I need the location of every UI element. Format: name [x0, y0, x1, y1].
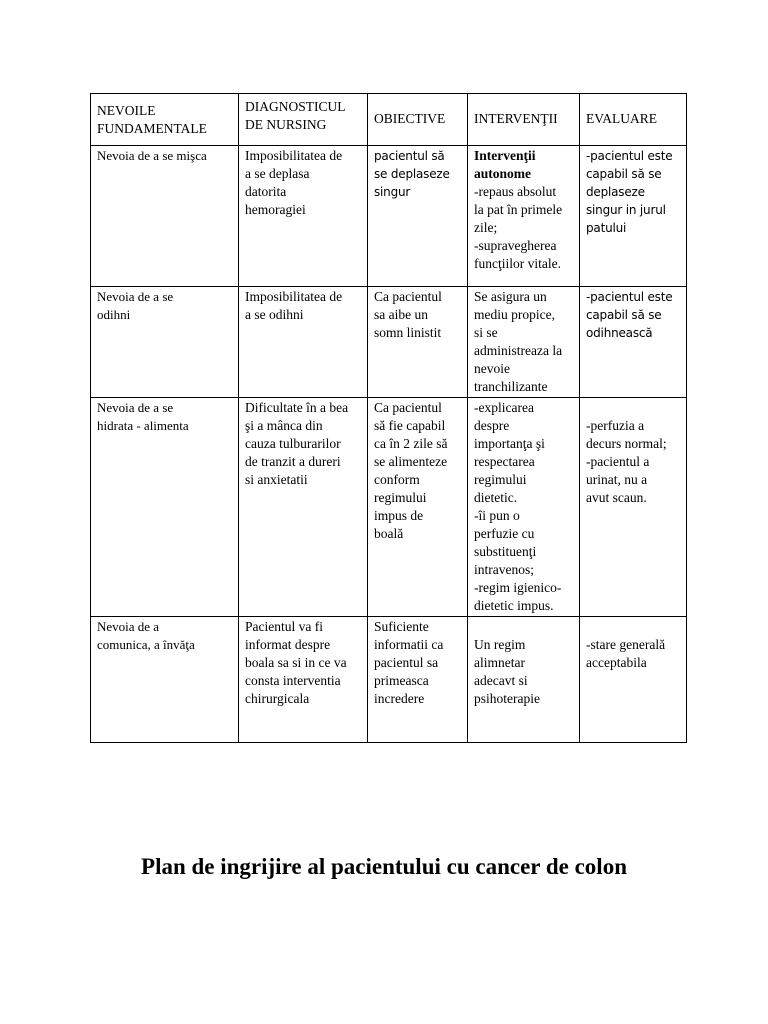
evaluation-text: -perfuzia a decurs normal; -pacientul a urinat, nu a avut scaun. [586, 418, 667, 505]
intervention-cell [468, 146, 580, 287]
evaluation-cell [580, 398, 687, 617]
header-objectives: OBIECTIVE [368, 94, 468, 146]
need-cell: Nevoia de a comunica, a învăţa [91, 617, 239, 743]
evaluation-cell [580, 617, 687, 743]
header-evaluation: EVALUARE [580, 94, 687, 146]
diagnosis-cell: Dificultate în a bea şi a mânca din cauza tulburarilor de tranzit a dureri si anxietatii [239, 398, 368, 617]
evaluation-cell: -pacientul este capabil să se deplaseze singur in jurul patului [580, 146, 687, 287]
intervention-text: -repaus absolut la pat în primele zile; -supravegherea funcţiilor vitale. [474, 184, 563, 271]
intervention-cell [468, 617, 580, 743]
table-header-row [91, 94, 687, 146]
document-title: Plan de ingrijire al pacientului cu cancer de colon [141, 854, 627, 879]
objective-cell: pacientul să se deplaseze singur [368, 146, 468, 287]
table-row [91, 398, 687, 617]
intervention-cell: -explicarea despre importanţa şi respectarea regimului dietetic. -îi pun o perfuzie cu substituenţi intravenos; -regim igienico- dietetic impus. [468, 398, 580, 617]
evaluation-cell: -pacientul este capabil să se odihnească [580, 287, 687, 398]
intervention-text: Un regim alimnetar adecavt si psihoterapie [474, 637, 540, 706]
header-diagnosis: DIAGNOSTICUL DE NURSING [239, 94, 368, 146]
table-row [91, 287, 687, 398]
nursing-care-table [90, 93, 687, 743]
need-cell: Nevoia de a se mişca [91, 146, 239, 287]
diagnosis-cell: Imposibilitatea de a se deplasa datorita hemoragiei [239, 146, 368, 287]
intervention-heading: Intervenţii autonome [474, 148, 536, 181]
diagnosis-cell: Imposibilitatea de a se odihni [239, 287, 368, 398]
table-row [91, 617, 687, 743]
evaluation-text: -stare generală acceptabila [586, 637, 666, 670]
header-interventions: INTERVENŢII [468, 94, 580, 146]
header-needs: NEVOILE FUNDAMENTALE [91, 94, 239, 146]
diagnosis-cell: Pacientul va fi informat despre boala sa si in ce va consta interventia chirurgicala [239, 617, 368, 743]
need-cell: Nevoia de a se odihni [91, 287, 239, 398]
table-row [91, 146, 687, 287]
intervention-cell: Se asigura un mediu propice, si se administreaza la nevoie tranchilizante [468, 287, 580, 398]
objective-cell: Ca pacientul sa aibe un somn linistit [368, 287, 468, 398]
objective-cell: Ca pacientul să fie capabil ca în 2 zile să se alimenteze conform regimului impus de boală [368, 398, 468, 617]
objective-cell: Suficiente informatii ca pacientul sa primeasca incredere [368, 617, 468, 743]
need-cell: Nevoia de a se hidrata - alimenta [91, 398, 239, 617]
